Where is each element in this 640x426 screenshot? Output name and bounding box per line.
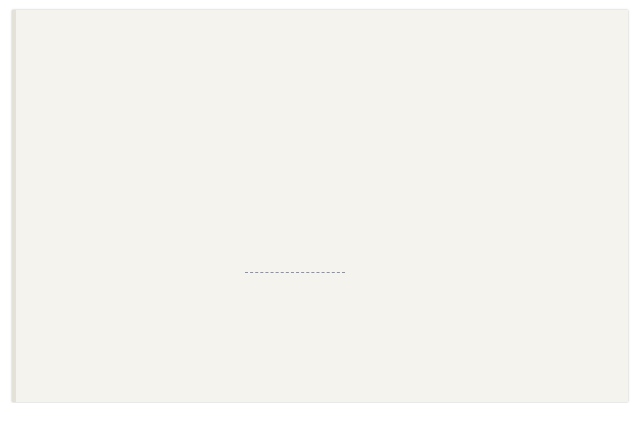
archive-footer (0, 403, 640, 426)
underline-dashes (245, 272, 345, 273)
page-edge (12, 10, 16, 402)
document-page (12, 10, 628, 402)
